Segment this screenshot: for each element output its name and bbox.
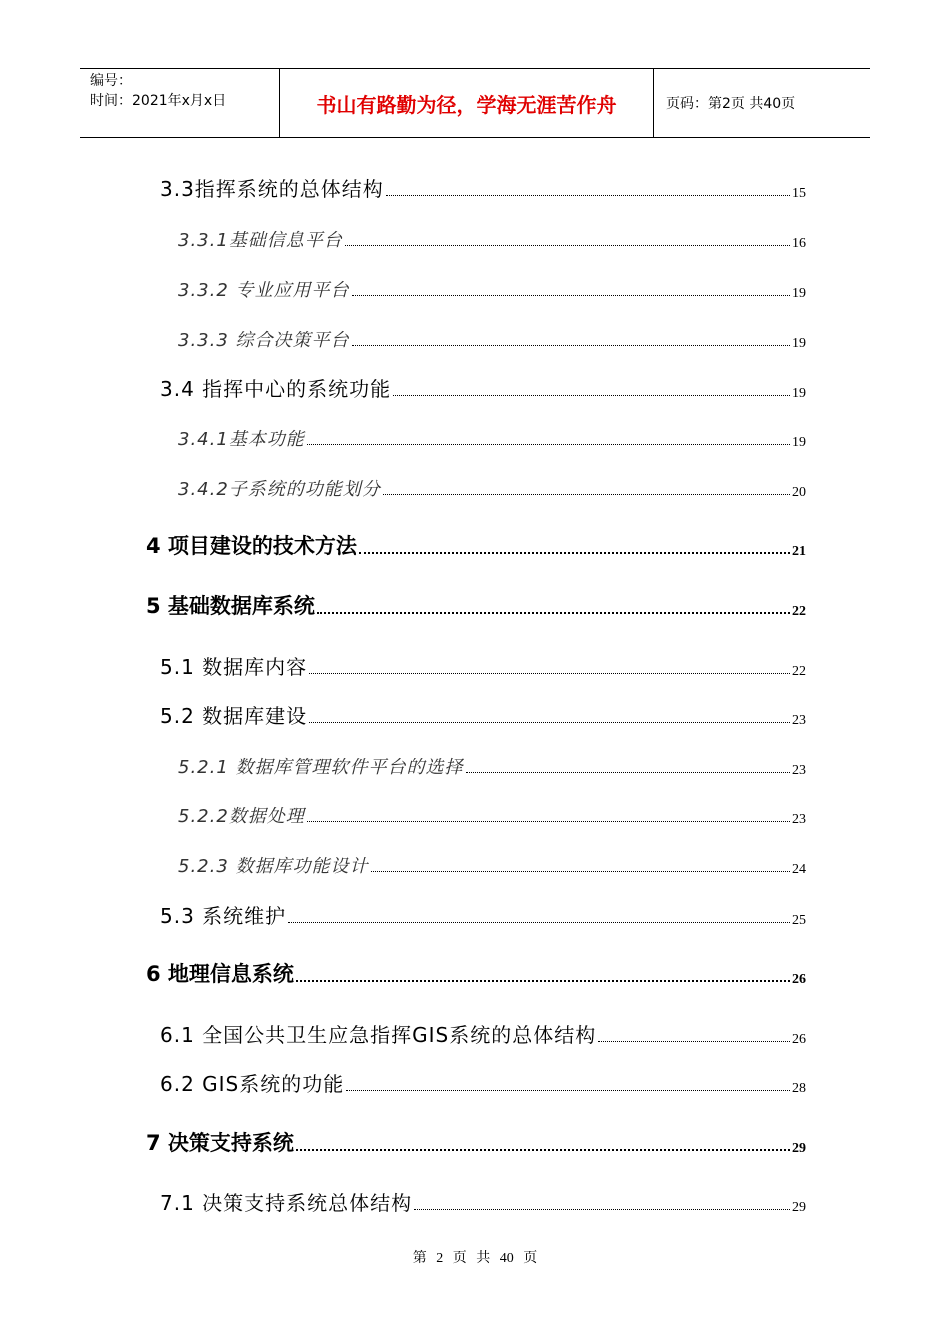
toc-entry[interactable] [178,322,806,352]
toc-entry-page: 16 [792,236,806,251]
toc-entry[interactable] [178,749,806,779]
toc-entry-title: 3.4.1基本功能 [178,429,305,450]
toc-entry-title: 6.1 全国公共卫生应急指挥GIS系统的总体结构 [160,1023,597,1047]
toc-leader-dots [317,611,790,614]
toc-leader-dots [307,443,790,445]
toc-entry-page: 23 [792,763,806,778]
toc-entry[interactable] [178,848,806,878]
header-number: 编号： [90,73,132,89]
toc-entry-title: 3.3.3 综合决策平台 [178,330,350,351]
toc-leader-dots [393,394,790,396]
toc-entry-title: 3.4.2子系统的功能划分 [178,479,381,500]
toc-entry-title: 4 项目建设的技术方法 [146,534,357,558]
toc-entry-title: 5.2.1 数据库管理软件平台的选择 [178,757,464,778]
toc-entry[interactable] [178,421,806,451]
toc-entry-page: 19 [792,386,806,401]
toc-entry-title: 5.2.2数据处理 [178,806,305,827]
toc-entry[interactable] [160,699,806,729]
toc-leader-dots [309,672,790,674]
toc-entry-page: 29 [792,1200,806,1215]
toc-entry[interactable] [160,899,806,929]
toc-entry[interactable] [160,1018,806,1048]
toc-leader-dots [414,1208,790,1210]
toc-entry[interactable] [160,650,806,680]
header-motto: 书山有路勤为径，学海无涯苦作舟 [280,69,654,137]
toc-entry[interactable] [146,590,806,620]
toc-leader-dots [371,870,790,872]
toc-entry-title: 7 决策支持系统 [146,1131,294,1155]
toc-entry-title: 3.4 指挥中心的系统功能 [160,377,392,401]
toc-leader-dots [288,921,790,923]
toc-entry-page: 26 [792,1032,806,1047]
toc-leader-dots [346,1089,790,1091]
toc-leader-dots [386,194,790,196]
toc-entry[interactable] [160,372,806,402]
toc-entry[interactable] [178,272,806,302]
toc-leader-dots [598,1040,790,1042]
toc-entry-title: 7.1 决策支持系统总体结构 [160,1191,413,1215]
toc-entry-page: 20 [792,485,806,500]
toc-entry[interactable] [146,530,806,560]
toc-leader-dots [352,344,790,346]
toc-leader-dots [296,979,790,982]
toc-entry-title: 5 基础数据库系统 [146,594,315,618]
toc-entry[interactable] [160,172,806,202]
toc-entry-page: 28 [792,1081,806,1096]
toc-entry-page: 22 [792,604,806,619]
toc-entry-page: 19 [792,435,806,450]
toc-entry-title: 5.1 数据库内容 [160,655,308,679]
toc-entry[interactable] [160,1186,806,1216]
toc-entry[interactable] [146,958,806,988]
toc-entry-page: 19 [792,336,806,351]
toc-entry-title: 6.2 GIS系统的功能 [160,1072,345,1096]
header-page-info: 页码：第2页 共40页 [666,96,796,112]
toc-entry-page: 22 [792,664,806,679]
toc-entry[interactable] [178,471,806,501]
toc-entry-title: 6 地理信息系统 [146,962,294,986]
header-time: 时间：2021年x月x日 [90,93,227,109]
toc-entry[interactable] [160,1067,806,1097]
toc-entry-page: 25 [792,913,806,928]
header-meta [80,69,280,137]
toc-leader-dots [309,721,790,723]
toc-entry-page: 23 [792,713,806,728]
toc-entry-title: 5.3 系统维护 [160,904,287,928]
toc-entry-page: 24 [792,862,806,877]
toc-leader-dots [466,771,790,773]
toc-entry-page: 26 [792,972,806,987]
toc-entry-page: 29 [792,1141,806,1156]
toc-leader-dots [352,294,790,296]
toc-leader-dots [359,551,790,554]
toc-entry-page: 19 [792,286,806,301]
toc-leader-dots [307,820,790,822]
toc-entry-page: 21 [792,544,806,559]
toc-entry[interactable] [178,798,806,828]
page-header [80,68,870,138]
toc-entry-title: 5.2 数据库建设 [160,704,308,728]
toc-entry-page: 15 [792,186,806,201]
page-footer: 第 2 页 共 40 页 [412,1251,538,1266]
toc-leader-dots [383,493,790,495]
toc-entry-title: 3.3.2 专业应用平台 [178,280,350,301]
toc-entry-title: 5.2.3 数据库功能设计 [178,856,369,877]
toc-entry-title: 3.3指挥系统的总体结构 [160,177,384,201]
toc-entry[interactable] [146,1127,806,1157]
toc-entry[interactable] [178,222,806,252]
toc-entry-page: 23 [792,812,806,827]
toc-leader-dots [296,1148,790,1151]
toc-leader-dots [345,244,790,246]
toc-entry-title: 3.3.1基础信息平台 [178,230,343,251]
